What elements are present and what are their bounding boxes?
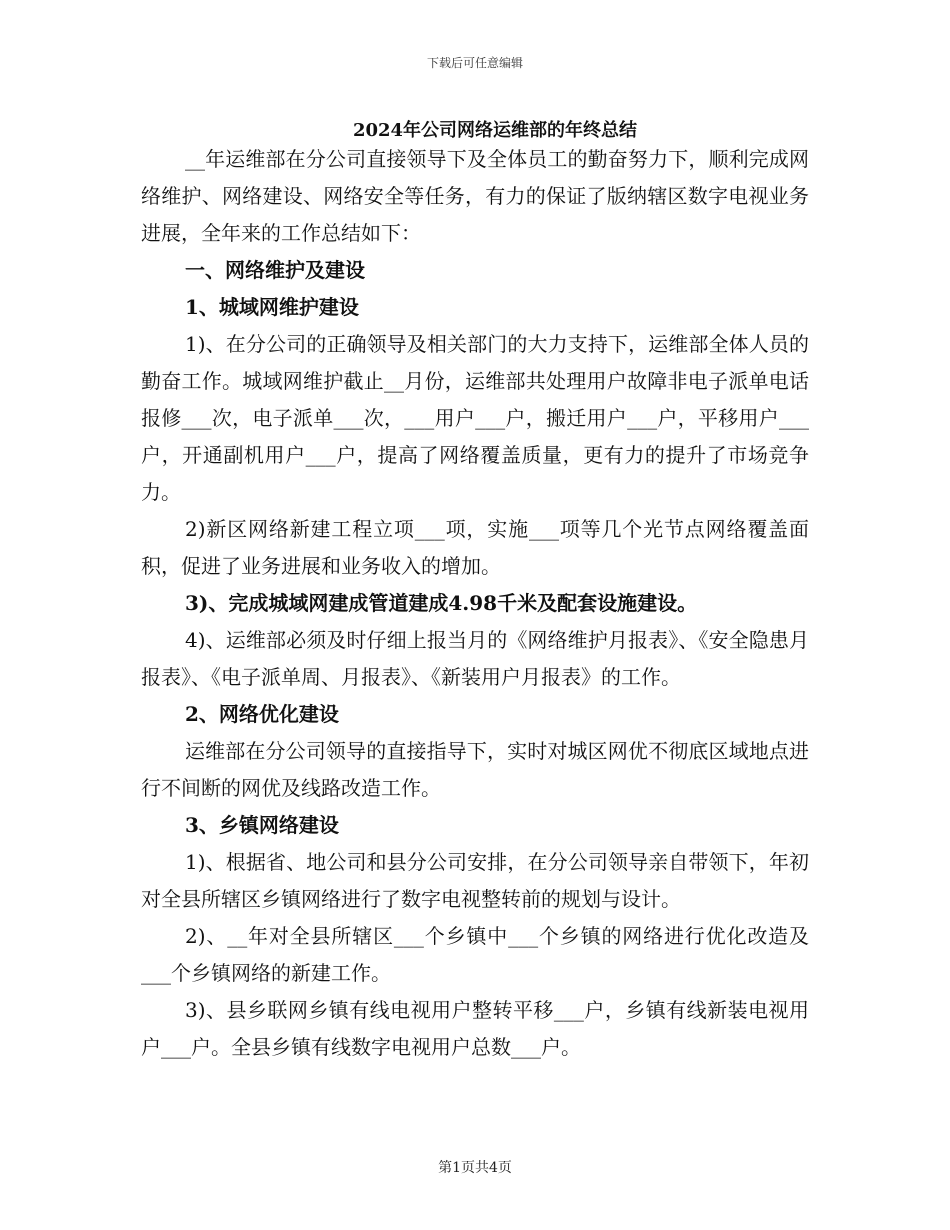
paragraph-item-2: 2)新区网络新建工程立项___项，实施___项等几个光节点网络覆盖面积，促进了业务进展和业务收入的增加。 bbox=[141, 517, 809, 578]
paragraph-item-1: 1)、在分公司的正确领导及相关部门的大力支持下，运维部全体人员的勤奋工作。城域网维护截止__月份，运维部共处理用户故障非电子派单电话报修___次，电子派单___次，___用户___户，搬迁用户___户，平移用户___户，开通副机用户___户，提高了网络覆盖质量，更有力的提升了市场竞争力。 bbox=[141, 332, 809, 504]
subsection-heading-metro-network: 1、城域网维护建设 bbox=[185, 295, 359, 319]
subsection-heading-network-optimization: 2、网络优化建设 bbox=[185, 702, 339, 726]
document-body bbox=[141, 141, 809, 1066]
optimization-paragraph: 运维部在分公司领导的直接指导下，实时对城区网优不彻底区域地点进行不间断的网优及线路改造工作。 bbox=[141, 739, 809, 800]
intro-paragraph: __年运维部在分公司直接领导下及全体员工的勤奋努力下，顺利完成网络维护、网络建设、网络安全等任务，有力的保证了版纳辖区数字电视业务进展，全年来的工作总结如下： bbox=[141, 147, 809, 245]
header-note: 下载后可任意编辑 bbox=[426, 56, 523, 70]
document-title: 2024年公司网络运维部的年终总结 bbox=[352, 120, 638, 141]
township-item-2: 2)、__年对全县所辖区___个乡镇中___个乡镇的网络进行优化改造及___个乡镇网络的新建工作。 bbox=[141, 924, 809, 985]
section-heading-network-maintenance: 一、网络维护及建设 bbox=[185, 258, 365, 282]
paragraph-item-3: 3)、完成城域网建成管道建成4.98千米及配套设施建设。 bbox=[185, 591, 698, 615]
township-item-3: 3)、县乡联网乡镇有线电视用户整转平移___户，乡镇有线新装电视用户___户。全县乡镇有线数字电视用户总数___户。 bbox=[141, 998, 809, 1059]
paragraph-item-4: 4)、运维部必须及时仔细上报当月的《网络维护月报表》、《安全隐患月报表》、《电子派单周、月报表》、《新装用户月报表》的工作。 bbox=[141, 628, 809, 689]
township-item-1: 1)、根据省、地公司和县分公司安排，在分公司领导亲自带领下，年初对全县所辖区乡镇网络进行了数字电视整转前的规划与设计。 bbox=[141, 850, 809, 911]
page-number: 第1页共4页 bbox=[438, 1160, 512, 1176]
subsection-heading-township-network: 3、乡镇网络建设 bbox=[185, 813, 339, 837]
